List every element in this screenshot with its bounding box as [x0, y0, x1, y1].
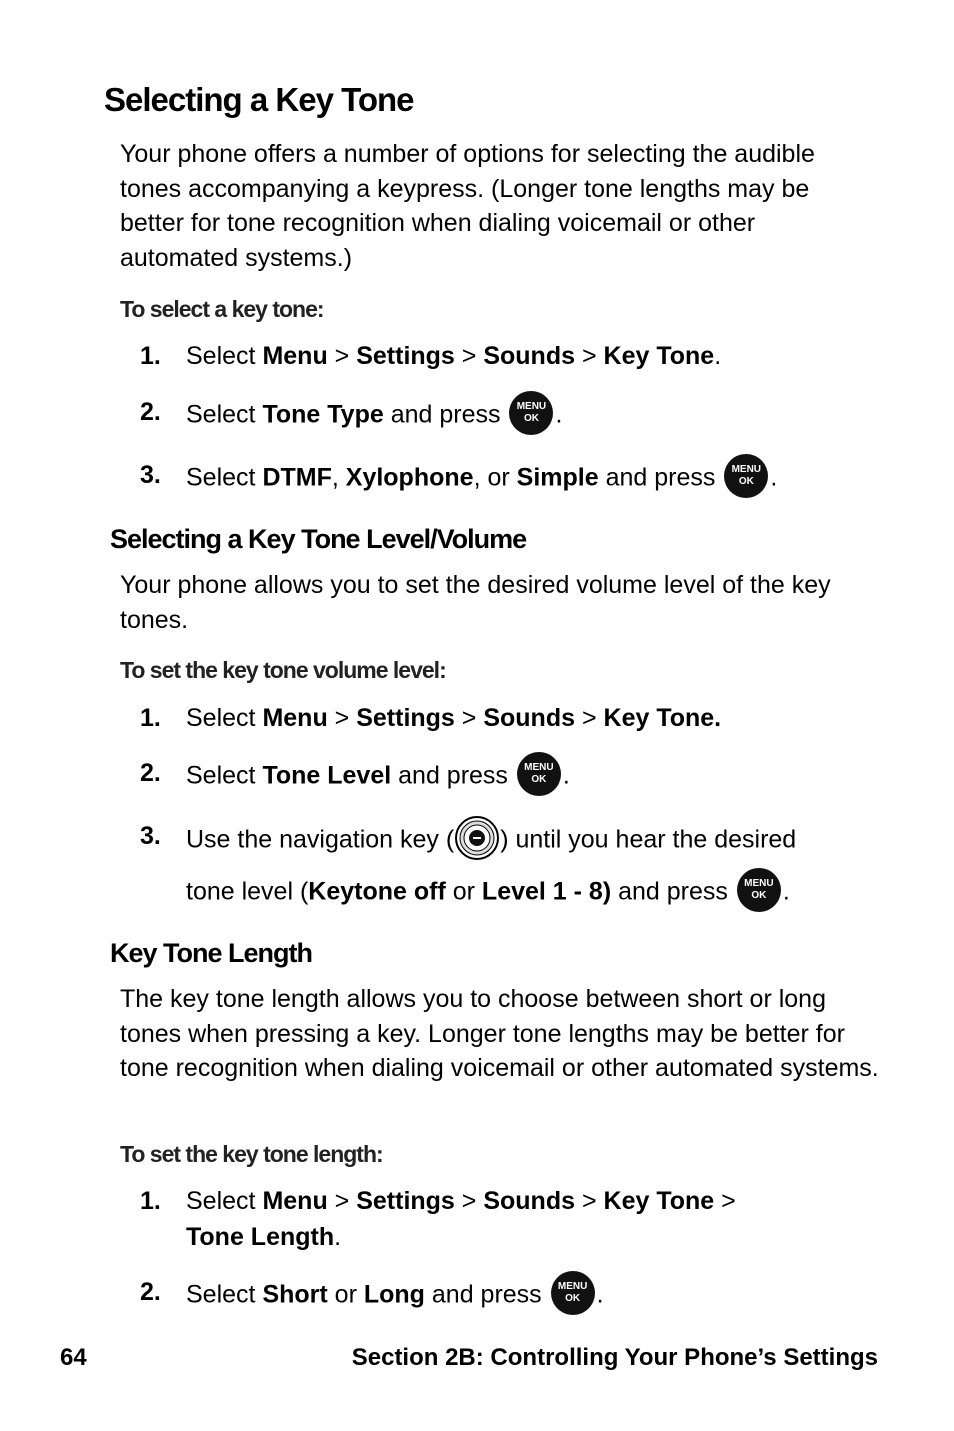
length-subheading: To set the key tone length:: [120, 1141, 383, 1167]
section-footer: Section 2B: Controlling Your Phone’s Settings: [351, 1344, 878, 1371]
page-title: Selecting a Key Tone: [104, 81, 414, 118]
manual-page: Selecting a Key Tone Your phone offers a number of options for selecting the audible tones accompanying a keypress. (Longer tone lengths may be better for tone recognition when dialing voicemail or other automated systems.) To select a key tone: 1. Select Menu > Settings > Sounds > Key Tone. 2. Select Tone Type and press MENU OK . 3. Select DTMF, Xylophone, or Simple and press MENU OK . Selecting a Key Tone Level/Volume Your phone allows you to set the desired volume level of the key tones. To set the key tone volume level: 1. Select Menu > Settings > Sounds > Key Tone. 2. Select Tone Level and press MENU OK . 3. Use the navigation key ( ) until you hear the desired tone level (Keytone off or Level 1 - 8) and press MENU OK . Key Tone Length The key tone length allows you to choose between short or long tones when pressing a key. Longer tone lengths may be better for tone recognition when dialing voicemail or other automated systems. To set the key tone length: 1. Select Menu > Settings > Sounds > Key Tone > Tone Length. 2. Select Short or Long and press MENU OK . 64 Section 2B: Controlling Your Phone’s Settings: [0, 0, 954, 1431]
menu-ok-key-icon: MENU OK: [724, 454, 768, 498]
volume-heading: Selecting a Key Tone Level/Volume: [110, 524, 527, 554]
menu-ok-key-icon: MENU OK: [551, 1271, 595, 1315]
menu-ok-key-icon: MENU OK: [737, 868, 781, 912]
select-key-tone-subheading: To select a key tone:: [120, 296, 324, 322]
volume-subheading: To set the key tone volume level:: [120, 657, 446, 683]
menu-ok-key-icon: MENU OK: [517, 752, 561, 796]
menu-ok-key-icon: MENU OK: [509, 391, 553, 435]
intro-paragraph: Your phone offers a number of options for selecting the audible tones accompanying a keypress. (Longer tone lengths may be better for tone recognition when dialing voicemail or other automated systems.): [120, 140, 815, 273]
page-number: 64: [60, 1344, 87, 1371]
navigation-key-icon: [454, 815, 500, 861]
volume-intro: Your phone allows you to set the desired volume level of the key tones.: [120, 571, 831, 634]
length-heading: Key Tone Length: [110, 938, 313, 968]
length-intro: The key tone length allows you to choose between short or long tones when pressing a key. Longer tone lengths may be better for tone recognition when dialing voicemail or other automated systems.: [120, 985, 879, 1083]
